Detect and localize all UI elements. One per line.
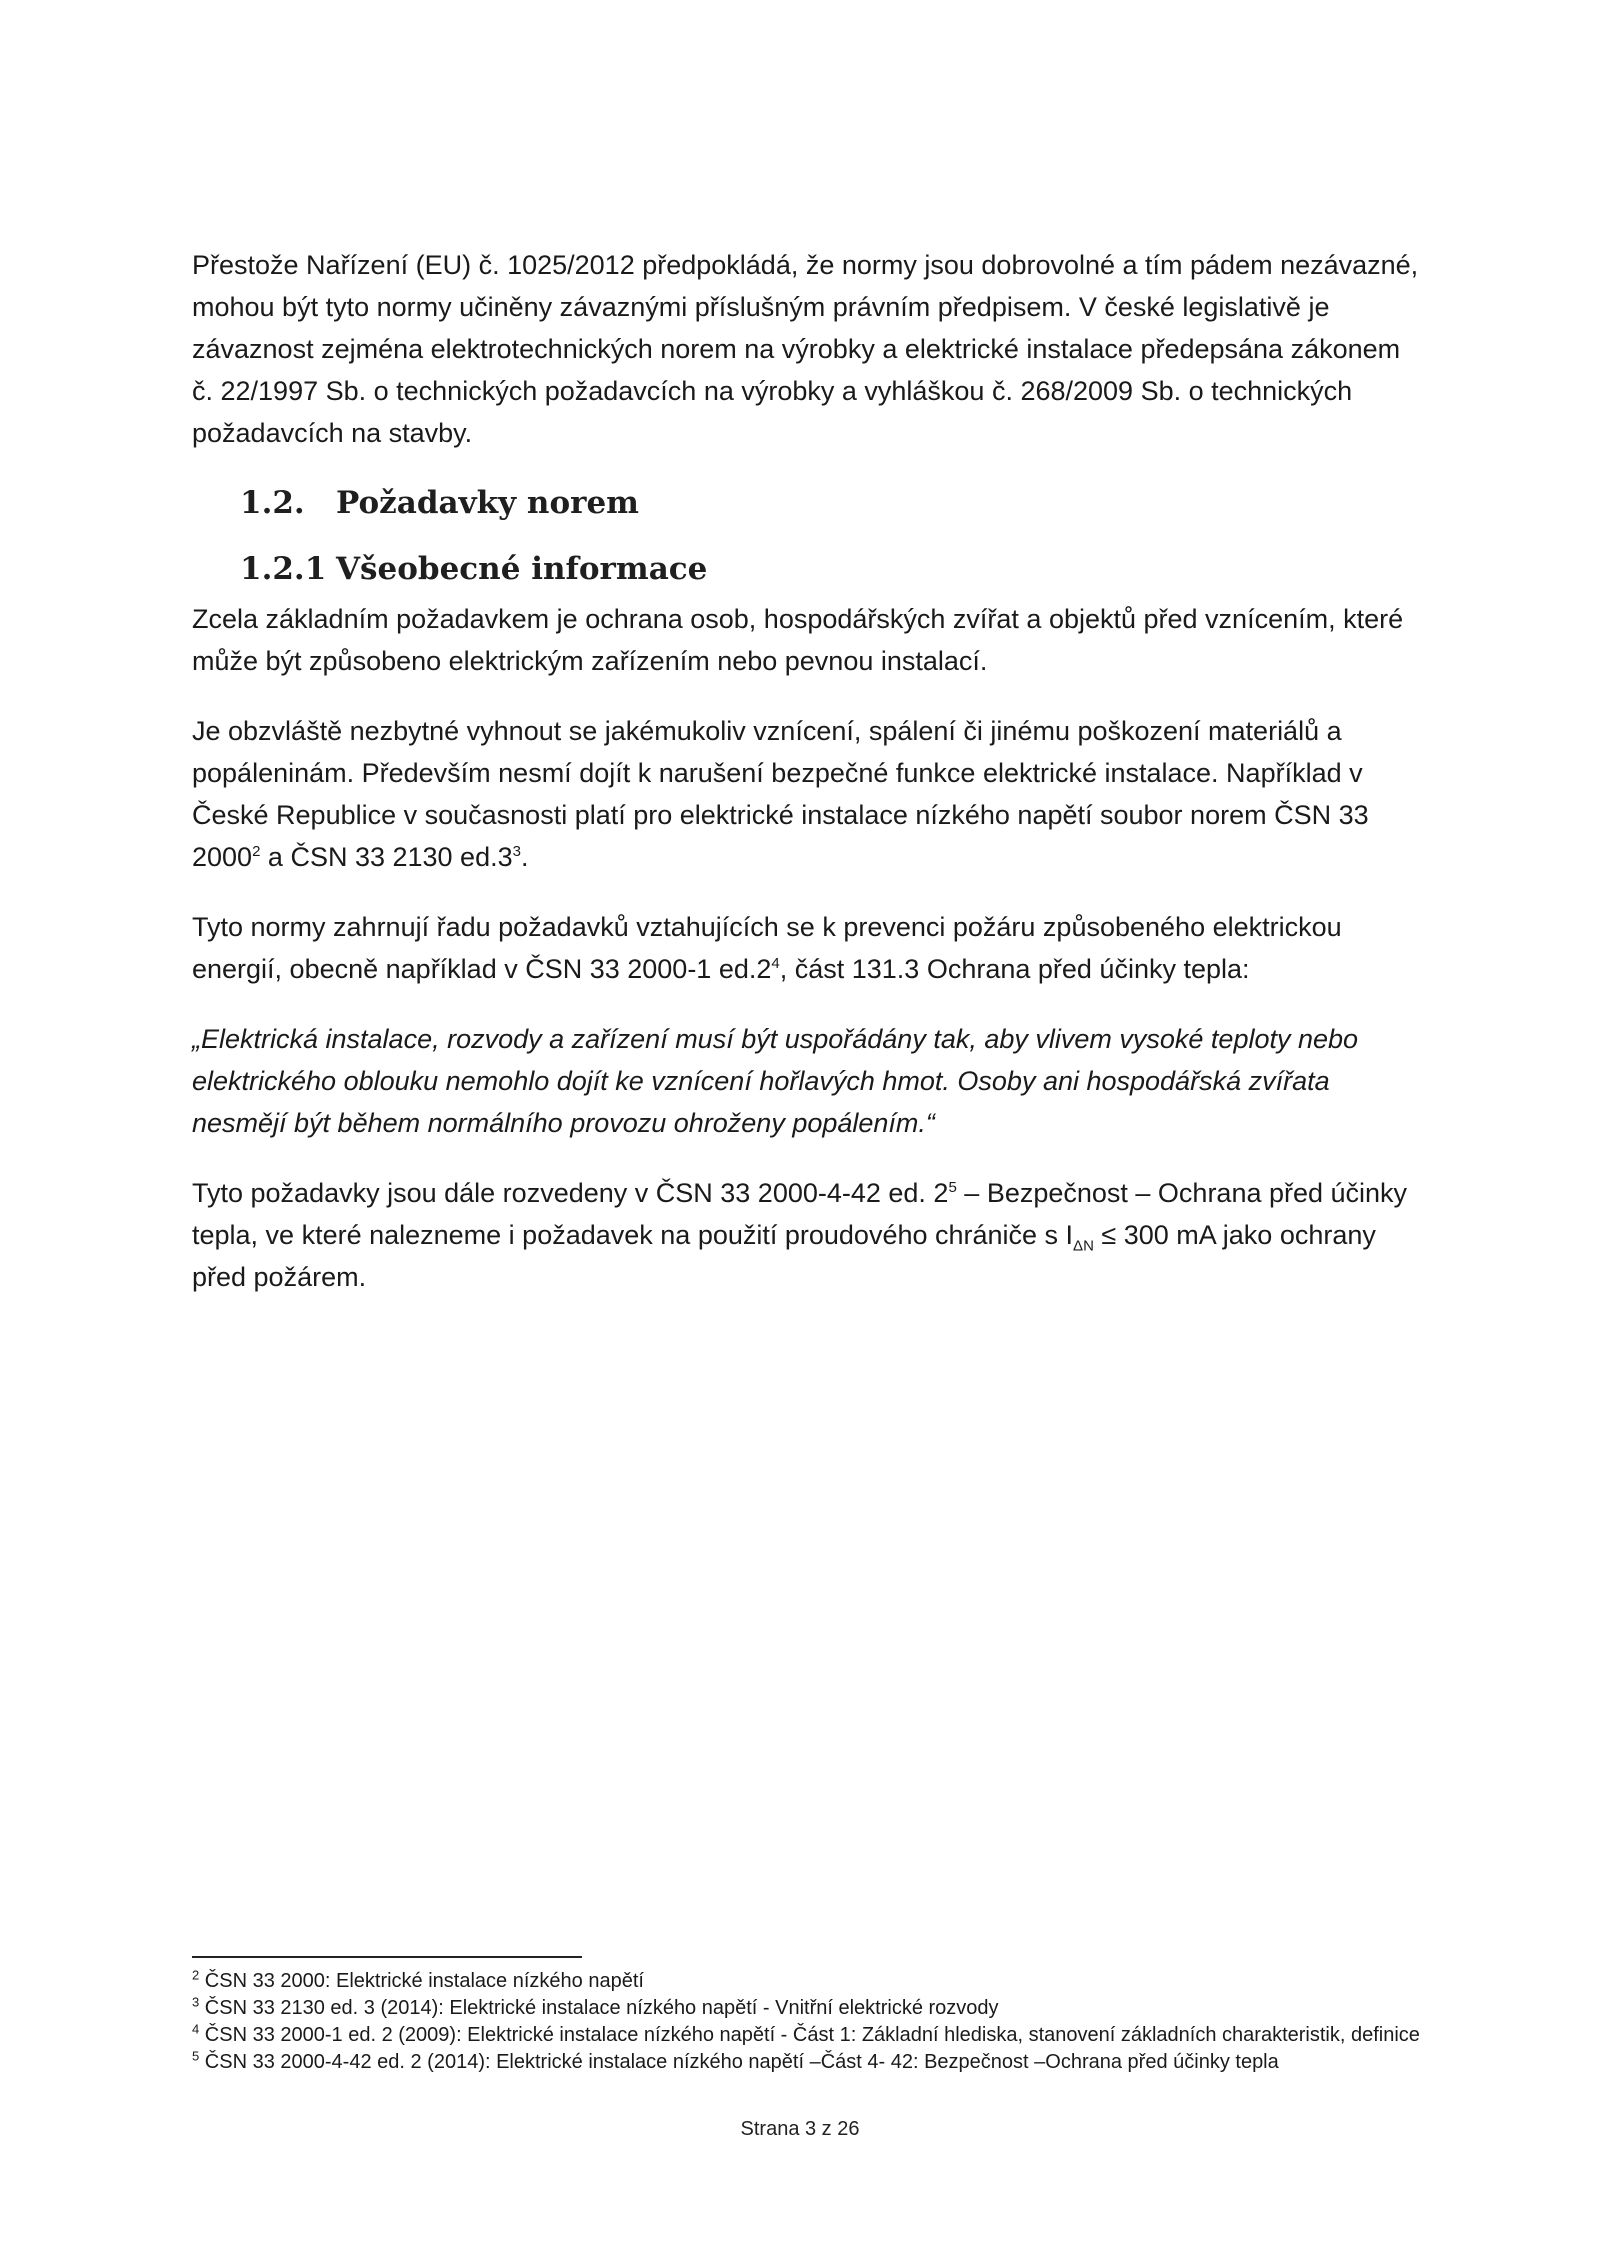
paragraph-rcd-requirement — [192, 1172, 1424, 1298]
footnote-3 — [192, 1995, 1424, 2022]
quoted-requirement: „Elektrická instalace, rozvody a zařízení musí být uspořádány tak, aby vlivem vysoké teploty nebo elektrického oblouku nemohlo dojít ke vznícení hořlavých hmot. Osoby ani hospodářská zvířata nesmějí být během normálního provozu ohroženy popálením.“ — [192, 1024, 1359, 1138]
footnote-4 — [192, 2022, 1424, 2049]
section-heading-1-2-1 — [192, 548, 1424, 590]
footnote-ref-2[interactable]: 2 — [252, 843, 261, 860]
subsection-number: 1.2.1 — [240, 551, 327, 587]
paragraph-basic-requirement: Zcela základním požadavkem je ochrana osob, hospodářských zvířat a objektů před vznícením, které může být způsobeno elektrickým zařízením nebo pevnou instalací. — [192, 604, 1404, 676]
footnote-mark: 4 — [192, 2021, 200, 2037]
main-content — [192, 244, 1424, 1326]
page-number: Strana 3 z 26 — [740, 2118, 860, 2140]
footnote-separator — [192, 1956, 582, 1958]
paragraph-csn-standards — [192, 710, 1424, 878]
current-subscript: ΔN — [1073, 1237, 1094, 1255]
paragraph-fire-prevention — [192, 906, 1424, 990]
subsection-title: Všeobecné informace — [336, 551, 708, 587]
footnote-5 — [192, 2049, 1424, 2076]
section-title: Požadavky norem — [336, 485, 639, 521]
paragraph-text: – Bezpečnost – Ochrana před účinky tepla, ve které nalezneme i požadavek na použití proudového chrániče s I — [192, 1178, 1408, 1250]
footnote-text: ČSN 33 2000-1 ed. 2 (2009): Elektrické instalace nízkého napětí - Část 1: Základní hlediska, stanovení základních charakteristik, definice — [204, 2024, 1420, 2046]
footnote-text: ČSN 33 2000: Elektrické instalace nízkého napětí — [204, 1970, 644, 1992]
footnote-text: ČSN 33 2130 ed. 3 (2014): Elektrické instalace nízkého napětí - Vnitřní elektrické rozvody — [204, 1997, 999, 2019]
section-number: 1.2. — [240, 485, 305, 521]
footnote-ref-3[interactable]: 3 — [512, 843, 521, 860]
paragraph-eu-regulation: Přestože Nařízení (EU) č. 1025/2012 předpokládá, že normy jsou dobrovolné a tím pádem nezávazné, mohou být tyto normy učiněny závaznými příslušným právním předpisem. V české legislativě je závaznost zejména elektrotechnických norem na výrobky a elektrické instalace předepsána zákonem č. 22/1997 Sb. o technických požadavcích na výrobky a vyhláškou č. 268/2009 Sb. o technických požadavcích na stavby. — [192, 250, 1419, 448]
footnote-ref-5[interactable]: 5 — [948, 1179, 957, 1196]
paragraph-text: Je obzvláště nezbytné vyhnout se jakémukoliv vznícení, spálení či jinému poškození materiálů a popáleninám. Především nesmí dojít k narušení bezpečné funkce elektrické instalace. Například v České Republice v současnosti platí pro elektrické instalace nízkého napětí soubor norem ČSN 33 2000 — [192, 716, 1369, 872]
footnote-ref-4[interactable]: 4 — [771, 955, 780, 972]
paragraph-text: a ČSN 33 2130 ed.3 — [260, 842, 513, 872]
footnote-mark: 3 — [192, 1994, 200, 2010]
paragraph-text: . — [520, 842, 529, 872]
footnotes — [192, 1968, 1424, 2076]
footnote-text: ČSN 33 2000-4-42 ed. 2 (2014): Elektrické instalace nízkého napětí –Část 4- 42: Bezpečnost –Ochrana před účinky tepla — [204, 2051, 1279, 2073]
footnote-mark: 2 — [192, 1967, 200, 1983]
footnote-mark: 5 — [192, 2048, 200, 2064]
footnote-2 — [192, 1968, 1424, 1995]
paragraph-text: Tyto požadavky jsou dále rozvedeny v ČSN 33 2000-4-42 ed. 2 — [192, 1178, 949, 1208]
paragraph-text: Tyto normy zahrnují řadu požadavků vztahujících se k prevenci požáru způsobeného elektrickou energií, obecně například v ČSN 33 2000-1 ed.2 — [192, 912, 1342, 984]
section-heading-1-2 — [192, 482, 1424, 524]
paragraph-text: , část 131.3 Ochrana před účinky tepla: — [779, 954, 1250, 984]
paragraph-text: ≤ 300 mA jako ochrany před požárem. — [192, 1220, 1376, 1292]
